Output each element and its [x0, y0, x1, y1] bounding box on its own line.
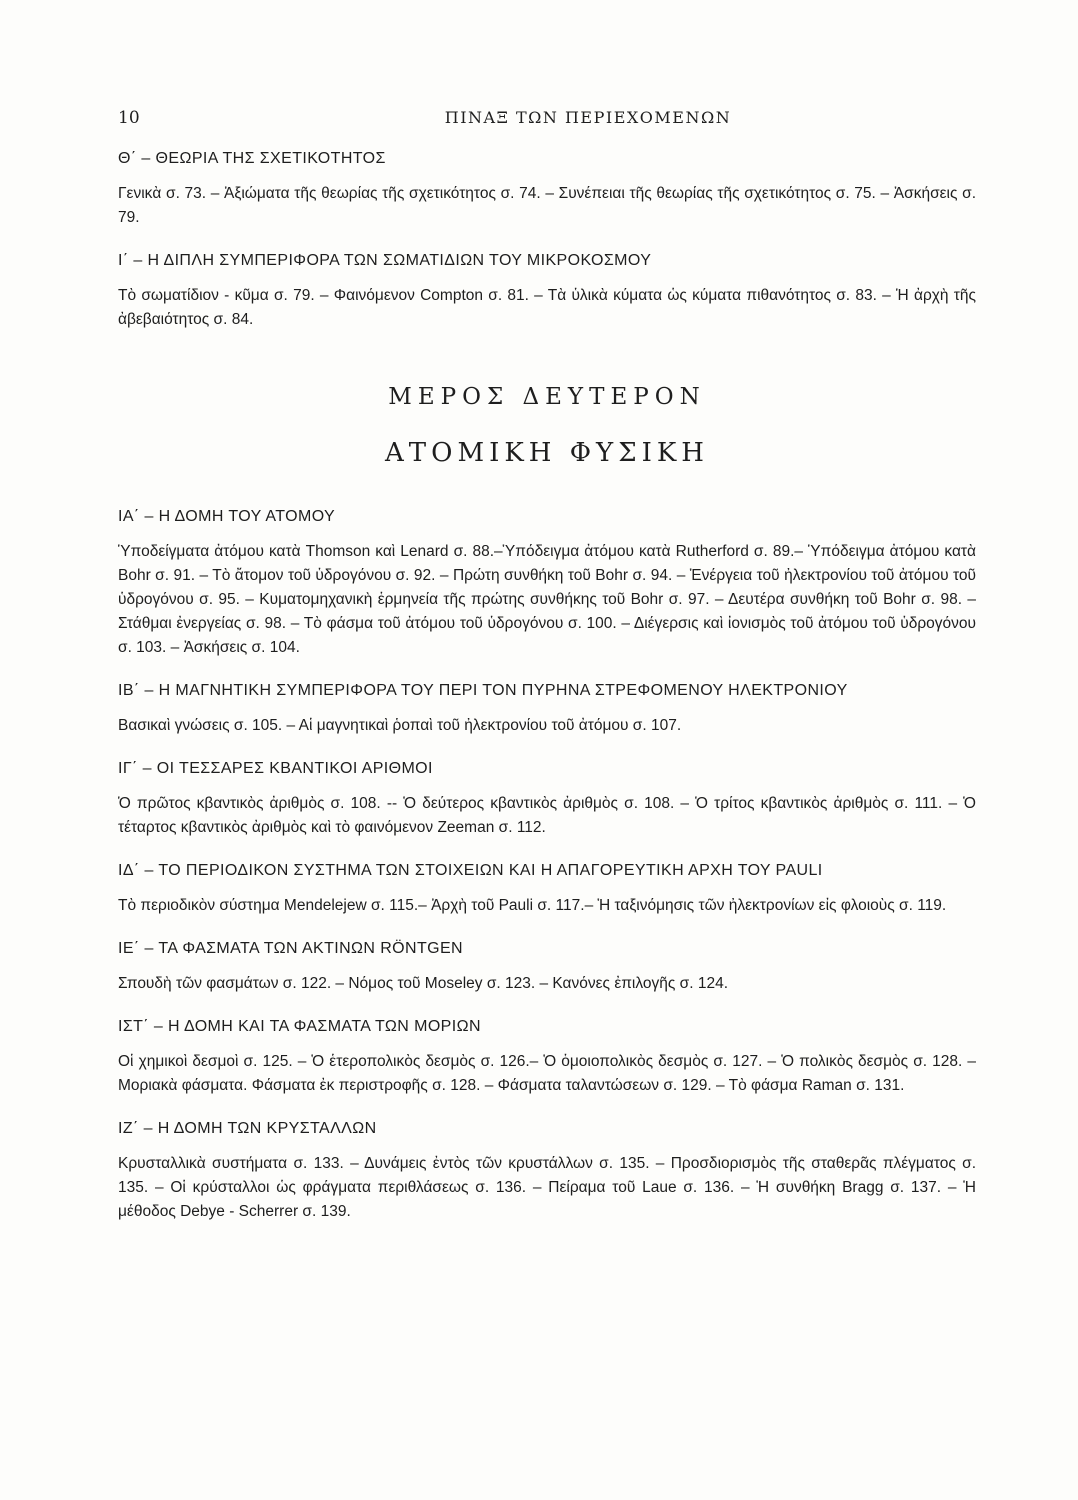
subject-title: ΑΤΟΜΙΚΗ ΦΥΣΙΚΗ [385, 438, 709, 468]
toc-section-11 [118, 508, 976, 660]
section-heading: ΙΖ΄ – Η ΔΟΜΗ ΤΩΝ ΚΡΥΣΤΑΛΛΩΝ [118, 1120, 377, 1137]
section-heading: ΙΣΤ΄ – Η ΔΟΜΗ ΚΑΙ ΤΑ ΦΑΣΜΑΤΑ ΤΩΝ ΜΟΡΙΩΝ [118, 1018, 481, 1035]
section-heading: ΙΓ΄ – ΟΙ ΤΕΣΣΑΡΕΣ ΚΒΑΝΤΙΚΟΙ ΑΡΙΘΜΟΙ [118, 760, 433, 777]
section-body: Ὁ πρῶτος κβαντικὸς ἀριθμὸς σ. 108. -- Ὁ δεύτερος κβαντικὸς ἀριθμὸς σ. 108. – Ὁ τρίτος κβαντικὸς ἀριθμὸς σ. 111. – Ὁ τέταρτος κβαντικὸς ἀριθμὸς καὶ τὸ φαινόμενον Zeeman σ. 112. [118, 795, 976, 836]
toc-section-12 [118, 682, 976, 738]
section-body: Ὑποδείγματα ἀτόμου κατὰ Thomson καὶ Lenard σ. 88.–Ὑπόδειγμα ἀτόμου κατὰ Rutherford σ. 89.– Ὑπόδειγμα ἀτόμου κατὰ Bohr σ. 91. – Τὸ ἄτομον τοῦ ὑδρογόνου σ. 92. – Πρώτη συνθήκη τοῦ Bohr σ. 94. – Ἐνέργεια τοῦ ἠλεκτρονίου τοῦ ἀτόμου τοῦ ὑδρογόνου σ. 95. – Κυματομηχανικὴ ἑρμηνεία τῆς πρώτης συνθήκης τοῦ Bohr σ. 97. – Δευτέρα συνθήκη τοῦ Bohr σ. 98. – Στάθμαι ἐνεργείας σ. 98. – Τὸ φάσμα τοῦ ἀτόμου τοῦ ὑδρογόνου σ. 100. – Διέγερσις καὶ ἰονισμὸς τοῦ ἀτόμου τοῦ ὑδρογόνου σ. 103. – Ἀσκήσεις σ. 104. [118, 543, 976, 656]
page-header [118, 108, 938, 132]
section-heading: Θ΄ – ΘΕΩΡΙΑ ΤΗΣ ΣΧΕΤΙΚΟΤΗΤΟΣ [118, 150, 386, 167]
toc-section-theta [118, 150, 976, 230]
section-body: Βασικαὶ γνώσεις σ. 105. – Αἱ μαγνητικαὶ ῥοπαὶ τοῦ ἠλεκτρονίου τοῦ ἀτόμου σ. 107. [118, 717, 682, 734]
section-heading: ΙΔ΄ – ΤΟ ΠΕΡΙΟΔΙΚΟΝ ΣΥΣΤΗΜΑ ΤΩΝ ΣΤΟΙΧΕΙΩΝ ΚΑΙ Η ΑΠΑΓΟΡΕΥΤΙΚΗ ΑΡΧΗ ΤΟΥ PAULI [118, 862, 823, 879]
running-title: ΠΙΝΑΞ ΤΩΝ ΠΕΡΙΕΧΟΜΕΝΩΝ [444, 108, 732, 127]
toc-section-13 [118, 760, 976, 840]
section-body: Κρυσταλλικὰ συστήματα σ. 133. – Δυνάμεις ἐντὸς τῶν κρυστάλλων σ. 135. – Προσδιορισμὸς τῆς σταθερᾶς πλέγματος σ. 135. – Οἱ κρύσταλλοι ὡς φράγματα περιθλάσεως σ. 136. – Πείραμα τοῦ Laue σ. 136. – Ἡ συνθήκη Bragg σ. 137. – Ἡ μέθοδος Debye - Scherrer σ. 139. [118, 1155, 976, 1220]
toc-section-16 [118, 1018, 976, 1098]
page-number: 10 [118, 108, 140, 128]
section-heading: ΙΕ΄ – ΤΑ ΦΑΣΜΑΤΑ ΤΩΝ ΑΚΤΙΝΩΝ RÖNTGEN [118, 940, 464, 957]
section-body: Τὸ σωματίδιον - κῦμα σ. 79. – Φαινόμενον Compton σ. 81. – Τὰ ὑλικὰ κύματα ὡς κύματα πιθανότητος σ. 83. – Ἡ ἀρχὴ τῆς ἀβεβαιότητος σ. 84. [118, 287, 976, 328]
section-heading: ΙΑ΄ – Η ΔΟΜΗ ΤΟΥ ΑΤΟΜΟΥ [118, 508, 336, 525]
section-body: Σπουδὴ τῶν φασμάτων σ. 122. – Νόμος τοῦ Moseley σ. 123. – Κανόνες ἐπιλογῆς σ. 124. [118, 975, 729, 992]
toc-section-14 [118, 862, 976, 918]
toc-section-iota [118, 252, 976, 332]
section-body: Τὸ περιοδικὸν σύστημα Mendelejew σ. 115.– Ἀρχὴ τοῦ Pauli σ. 117.– Ἡ ταξινόμησις τῶν ἠλεκτρονίων εἰς φλοιοὺς σ. 119. [118, 897, 947, 914]
toc-section-17 [118, 1120, 976, 1224]
section-heading: ΙΒ΄ – Η ΜΑΓΝΗΤΙΚΗ ΣΥΜΠΕΡΙΦΟΡΑ ΤΟΥ ΠΕΡΙ ΤΟΝ ΠΥΡΗΝΑ ΣΤΡΕΦΟΜΕΝΟΥ ΗΛΕΚΤΡΟΝΙΟΥ [118, 682, 848, 699]
section-body: Οἱ χημικοὶ δεσμοὶ σ. 125. – Ὁ ἑτεροπολικὸς δεσμὸς σ. 126.– Ὁ ὁμοιοπολικὸς δεσμὸς σ. 127. – Ὁ πολικὸς δεσμὸς σ. 128. – Μοριακὰ φάσματα. Φάσματα ἐκ περιστροφῆς σ. 128. – Φάσματα ταλαντώσεων σ. 129. – Τὸ φάσμα Raman σ. 131. [118, 1053, 976, 1094]
section-body: Γενικὰ σ. 73. – Ἀξιώματα τῆς θεωρίας τῆς σχετικότητος σ. 74. – Συνέπειαι τῆς θεωρίας τῆς σχετικότητος σ. 75. – Ἀσκήσεις σ. 79. [118, 185, 976, 226]
section-heading: Ι΄ – Η ΔΙΠΛΗ ΣΥΜΠΕΡΙΦΟΡΑ ΤΩΝ ΣΩΜΑΤΙΔΙΩΝ ΤΟΥ ΜΙΚΡΟΚΟΣΜΟΥ [118, 252, 652, 269]
table-of-contents [118, 150, 976, 1246]
toc-section-15 [118, 940, 976, 996]
part-title: ΜΕΡΟΣ ΔΕΥΤΕΡΟΝ [388, 384, 706, 410]
part-title-block [118, 384, 976, 468]
